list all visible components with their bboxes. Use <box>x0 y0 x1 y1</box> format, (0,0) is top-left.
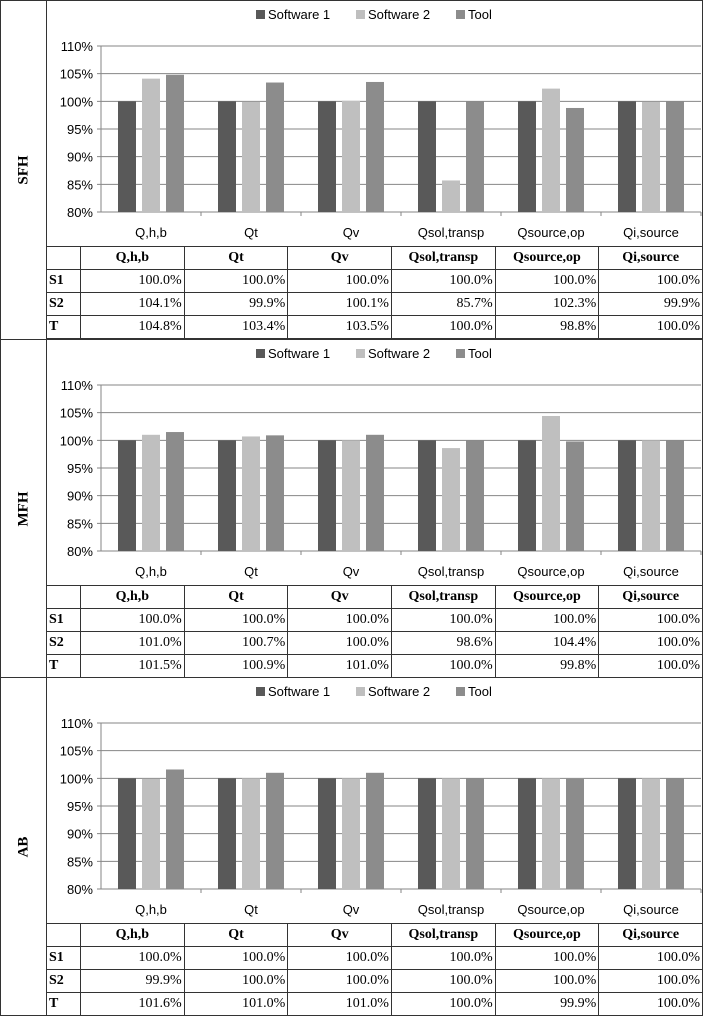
table-cell: 100.0% <box>599 970 703 993</box>
x-tick-label: Qt <box>244 225 258 240</box>
table-cell: 100.0% <box>495 270 599 293</box>
row-label: S2 <box>47 293 81 316</box>
table-cell: 100.0% <box>391 993 495 1016</box>
y-tick-label: 85% <box>66 854 93 870</box>
bar-software-2 <box>242 436 260 551</box>
table-cell: 100.0% <box>599 270 703 293</box>
table-cell: 100.1% <box>288 293 392 316</box>
table-cell: 100.7% <box>184 632 288 655</box>
values-table <box>46 923 703 1016</box>
table-cell: 99.9% <box>184 293 288 316</box>
column-header: Qv <box>288 586 392 609</box>
table-cell: 100.0% <box>184 609 288 632</box>
bar-software-2 <box>542 89 560 212</box>
x-tick-label: Qi,source <box>623 225 679 240</box>
table-cell: 101.5% <box>81 655 185 678</box>
column-header: Qi,source <box>599 924 703 947</box>
y-tick-label: 95% <box>66 799 93 814</box>
bar-chart <box>46 1 703 246</box>
bar-software-1 <box>118 778 136 889</box>
section-mfh <box>0 339 703 678</box>
bar-tool <box>366 82 384 212</box>
table-cell: 100.0% <box>495 609 599 632</box>
y-tick-label: 80% <box>66 544 93 559</box>
row-label: S2 <box>47 970 81 993</box>
table-row <box>47 632 703 655</box>
table-cell: 104.1% <box>81 293 185 316</box>
x-tick-label: Qi,source <box>623 564 679 579</box>
chart-svg <box>46 1 703 246</box>
x-tick-label: Qsol,transp <box>417 225 485 240</box>
table-row <box>47 316 703 339</box>
column-header: Qt <box>184 924 288 947</box>
column-header: Q,h,b <box>81 586 185 609</box>
row-label: S1 <box>47 609 81 632</box>
bar-software-2 <box>342 440 360 551</box>
y-tick-label: 80% <box>66 882 93 897</box>
table-cell: 100.0% <box>391 970 495 993</box>
legend-swatch <box>356 10 365 19</box>
table-cell: 100.0% <box>495 947 599 970</box>
legend-label: Software 2 <box>368 7 431 22</box>
bar-tool <box>566 779 584 889</box>
table-cell: 104.4% <box>495 632 599 655</box>
bar-software-1 <box>318 778 336 889</box>
bar-software-1 <box>418 440 436 551</box>
column-header: Q,h,b <box>81 247 185 270</box>
section-label <box>1 1 47 339</box>
table-cell: 100.9% <box>184 655 288 678</box>
table-cell: 100.0% <box>288 270 392 293</box>
bar-software-1 <box>518 101 536 212</box>
table-header-row <box>47 924 703 947</box>
y-tick-label: 105% <box>59 405 93 421</box>
legend-swatch <box>456 349 465 358</box>
table-cell: 100.0% <box>599 655 703 678</box>
bar-software-2 <box>342 778 360 889</box>
x-tick-label: Qsource,op <box>517 225 585 240</box>
legend-label: Tool <box>468 346 492 361</box>
x-tick-label: Q,h,b <box>135 225 167 240</box>
legend-label: Software 1 <box>268 346 331 361</box>
table-cell: 100.0% <box>599 632 703 655</box>
table-cell: 100.0% <box>288 609 392 632</box>
bar-software-2 <box>642 778 660 889</box>
x-tick-label: Qsource,op <box>517 902 585 917</box>
column-header: Qv <box>288 247 392 270</box>
table-cell: 100.0% <box>81 947 185 970</box>
x-tick-label: Qv <box>342 225 360 240</box>
table-cell: 102.3% <box>495 293 599 316</box>
bar-software-1 <box>618 778 636 889</box>
row-label: S1 <box>47 270 81 293</box>
legend-label: Software 2 <box>368 346 431 361</box>
bar-software-2 <box>342 101 360 212</box>
table-corner-cell <box>47 924 81 947</box>
bar-software-1 <box>218 778 236 889</box>
table-cell: 101.6% <box>81 993 185 1016</box>
column-header: Qt <box>184 247 288 270</box>
table-cell: 100.0% <box>599 993 703 1016</box>
table-cell: 100.0% <box>495 970 599 993</box>
y-tick-label: 85% <box>66 177 93 193</box>
values-table <box>46 246 703 339</box>
bar-software-2 <box>542 416 560 551</box>
x-tick-label: Qv <box>342 902 360 917</box>
row-label: S2 <box>47 632 81 655</box>
table-cell: 103.5% <box>288 316 392 339</box>
y-tick-label: 100% <box>59 94 93 110</box>
bar-software-1 <box>518 440 536 551</box>
table-corner-cell <box>47 586 81 609</box>
table-cell: 100.0% <box>184 270 288 293</box>
table-cell: 100.0% <box>184 970 288 993</box>
legend-label: Software 2 <box>368 684 431 699</box>
section-label <box>1 678 47 1015</box>
bar-software-1 <box>518 778 536 889</box>
table-corner-cell <box>47 247 81 270</box>
bar-tool <box>166 769 184 889</box>
y-tick-label: 105% <box>59 66 93 82</box>
bar-software-1 <box>318 101 336 212</box>
table-row <box>47 655 703 678</box>
x-tick-label: Qsol,transp <box>417 902 485 917</box>
y-tick-label: 85% <box>66 516 93 532</box>
table-cell: 100.0% <box>81 270 185 293</box>
column-header: Qi,source <box>599 586 703 609</box>
y-tick-label: 110% <box>60 716 93 731</box>
table-cell: 98.8% <box>495 316 599 339</box>
bar-software-1 <box>318 440 336 551</box>
row-label: S1 <box>47 947 81 970</box>
table-cell: 103.4% <box>184 316 288 339</box>
y-tick-label: 100% <box>59 771 93 787</box>
column-header: Qsol,transp <box>391 247 495 270</box>
bar-software-2 <box>242 778 260 889</box>
column-header: Qv <box>288 924 392 947</box>
column-header: Q,h,b <box>81 924 185 947</box>
y-tick-label: 90% <box>66 149 93 165</box>
table-cell: 100.0% <box>288 970 392 993</box>
bar-software-2 <box>642 102 660 212</box>
table-cell: 99.8% <box>495 655 599 678</box>
table-cell: 99.9% <box>599 293 703 316</box>
table-cell: 100.0% <box>391 947 495 970</box>
bar-tool <box>266 83 284 212</box>
row-label: T <box>47 316 81 339</box>
legend-swatch <box>356 349 365 358</box>
table-cell: 100.0% <box>599 316 703 339</box>
bar-tool <box>166 75 184 212</box>
section-sfh <box>0 0 703 340</box>
bar-chart <box>46 678 703 923</box>
y-tick-label: 105% <box>59 743 93 759</box>
x-tick-label: Q,h,b <box>135 564 167 579</box>
legend-swatch <box>256 687 265 696</box>
bar-tool <box>666 440 684 551</box>
bar-software-1 <box>218 101 236 212</box>
table-cell: 100.0% <box>184 947 288 970</box>
table-cell: 100.0% <box>599 947 703 970</box>
bar-tool <box>166 432 184 551</box>
table-row <box>47 947 703 970</box>
x-tick-label: Qt <box>244 564 258 579</box>
column-header: Qi,source <box>599 247 703 270</box>
bar-tool <box>366 435 384 551</box>
section-ab <box>0 677 703 1016</box>
legend-label: Software 1 <box>268 684 331 699</box>
bar-software-2 <box>142 435 160 551</box>
table-cell: 100.0% <box>391 609 495 632</box>
table-header-row <box>47 247 703 270</box>
y-tick-label: 110% <box>60 39 93 54</box>
bar-software-1 <box>418 101 436 212</box>
bar-tool <box>266 773 284 889</box>
table-cell: 101.0% <box>288 993 392 1016</box>
table-cell: 100.0% <box>391 655 495 678</box>
bar-software-2 <box>442 180 460 212</box>
bar-tool <box>566 108 584 212</box>
legend-label: Software 1 <box>268 7 331 22</box>
table-cell: 85.7% <box>391 293 495 316</box>
table-cell: 100.0% <box>81 609 185 632</box>
bar-software-1 <box>118 440 136 551</box>
bar-tool <box>266 435 284 551</box>
bar-software-1 <box>418 778 436 889</box>
legend-swatch <box>456 10 465 19</box>
column-header: Qt <box>184 586 288 609</box>
bar-tool <box>666 778 684 889</box>
x-tick-label: Q,h,b <box>135 902 167 917</box>
bar-software-2 <box>442 778 460 889</box>
bar-tool <box>366 773 384 889</box>
row-label: T <box>47 655 81 678</box>
row-label: T <box>47 993 81 1016</box>
y-tick-label: 90% <box>66 826 93 842</box>
table-cell: 99.9% <box>81 970 185 993</box>
section-label-text: AB <box>15 836 31 857</box>
column-header: Qsource,op <box>495 247 599 270</box>
bar-tool <box>466 440 484 551</box>
section-label-text: SFH <box>15 155 31 185</box>
table-row <box>47 970 703 993</box>
table-cell: 100.0% <box>288 632 392 655</box>
column-header: Qsol,transp <box>391 586 495 609</box>
chart-svg <box>46 678 703 923</box>
table-cell: 100.0% <box>391 270 495 293</box>
x-tick-label: Qt <box>244 902 258 917</box>
legend-label: Tool <box>468 684 492 699</box>
legend-swatch <box>456 687 465 696</box>
bar-software-1 <box>618 101 636 212</box>
bar-software-1 <box>118 101 136 212</box>
bar-tool <box>666 101 684 212</box>
x-tick-label: Qsol,transp <box>417 564 485 579</box>
column-header: Qsource,op <box>495 586 599 609</box>
bar-tool <box>466 778 484 889</box>
x-tick-label: Qsource,op <box>517 564 585 579</box>
bar-software-2 <box>142 779 160 889</box>
x-tick-label: Qv <box>342 564 360 579</box>
table-cell: 100.0% <box>391 316 495 339</box>
bar-software-2 <box>142 79 160 212</box>
section-label <box>1 340 47 677</box>
table-cell: 101.0% <box>184 993 288 1016</box>
table-cell: 100.0% <box>288 947 392 970</box>
table-row <box>47 293 703 316</box>
table-cell: 99.9% <box>495 993 599 1016</box>
legend-swatch <box>356 687 365 696</box>
table-row <box>47 993 703 1016</box>
table-row <box>47 609 703 632</box>
bar-software-2 <box>542 778 560 889</box>
y-tick-label: 100% <box>59 433 93 449</box>
bar-software-1 <box>618 440 636 551</box>
column-header: Qsource,op <box>495 924 599 947</box>
y-tick-label: 110% <box>60 378 93 393</box>
table-cell: 100.0% <box>599 609 703 632</box>
table-cell: 101.0% <box>288 655 392 678</box>
legend-swatch <box>256 10 265 19</box>
bar-chart <box>46 340 703 585</box>
y-tick-label: 95% <box>66 461 93 476</box>
chart-svg <box>46 340 703 585</box>
values-table <box>46 585 703 678</box>
table-cell: 101.0% <box>81 632 185 655</box>
table-header-row <box>47 586 703 609</box>
column-header: Qsol,transp <box>391 924 495 947</box>
bar-software-2 <box>442 448 460 551</box>
bar-tool <box>466 101 484 212</box>
legend-swatch <box>256 349 265 358</box>
bar-software-2 <box>642 440 660 551</box>
bar-tool <box>566 441 584 551</box>
table-row <box>47 270 703 293</box>
x-tick-label: Qi,source <box>623 902 679 917</box>
y-tick-label: 80% <box>66 205 93 220</box>
legend-label: Tool <box>468 7 492 22</box>
table-cell: 104.8% <box>81 316 185 339</box>
y-tick-label: 95% <box>66 122 93 137</box>
bar-software-1 <box>218 440 236 551</box>
section-label-text: MFH <box>15 491 31 526</box>
bar-software-2 <box>242 102 260 212</box>
table-cell: 98.6% <box>391 632 495 655</box>
y-tick-label: 90% <box>66 488 93 504</box>
